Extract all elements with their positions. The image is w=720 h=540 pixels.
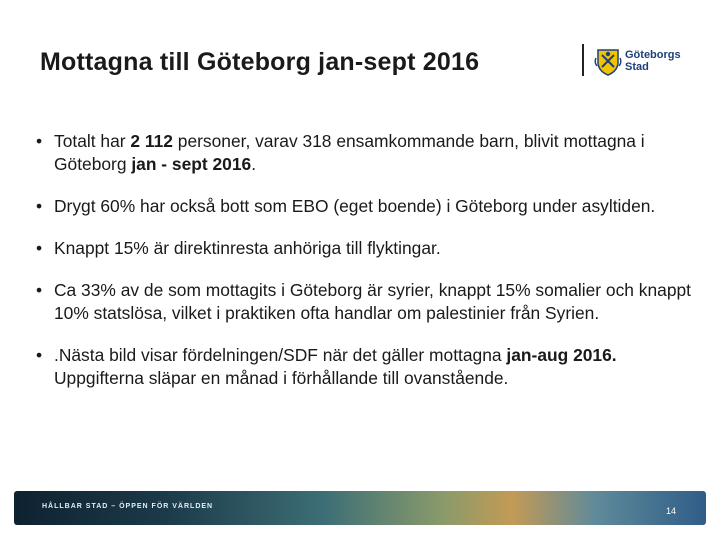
bullet-item [36, 195, 696, 218]
logo-text [625, 49, 681, 73]
bullet-text: Drygt 60% har också bott som EBO (eget boende) i Göteborg under asyltiden. [54, 196, 656, 216]
goteborgs-stad-logo [594, 46, 694, 78]
logo-divider [582, 44, 584, 76]
bullet-list [36, 130, 696, 409]
bullet-item [36, 279, 696, 325]
bullet-item [36, 130, 696, 176]
slide-title: Mottagna till Göteborg jan-sept 2016 [40, 48, 480, 76]
footer-slogan: HÅLLBAR STAD – ÖPPEN FÖR VÄRLDEN [42, 503, 214, 510]
bullet-text: .Nästa bild visar fördelningen/SDF när det gäller mottagna [54, 345, 507, 365]
city-crest-icon [594, 46, 622, 76]
bullet-text-bold: 2 112 [130, 131, 173, 151]
bullet-text: Uppgifterna släpar en månad i förhållande till ovanstående. [54, 368, 509, 388]
bullet-text: . [251, 154, 257, 174]
bullet-text: Ca 33% av de som mottagits i Göteborg är syrier, knappt 15% somalier och knappt 10% statslösa, vilket i praktiken ofta handlar om palestinier från Syrien. [54, 280, 692, 323]
footer-banner [14, 491, 706, 525]
bullet-text: personer, varav 318 ensamkommande barn, blivit mottagna i Göteborg [54, 131, 645, 174]
logo-line-2: Stad [625, 61, 649, 73]
bullet-text-bold: jan-aug 2016. [506, 345, 617, 365]
logo-line-1: Göteborgs [625, 49, 681, 61]
bullet-text-bold: jan - sept 2016 [131, 154, 252, 174]
bullet-text: Knappt 15% är direktinresta anhöriga till flyktingar. [54, 238, 441, 258]
page-number: 14 [665, 506, 676, 516]
bullet-text: Totalt har [54, 131, 131, 151]
bullet-item [36, 237, 696, 260]
bullet-item [36, 344, 696, 390]
